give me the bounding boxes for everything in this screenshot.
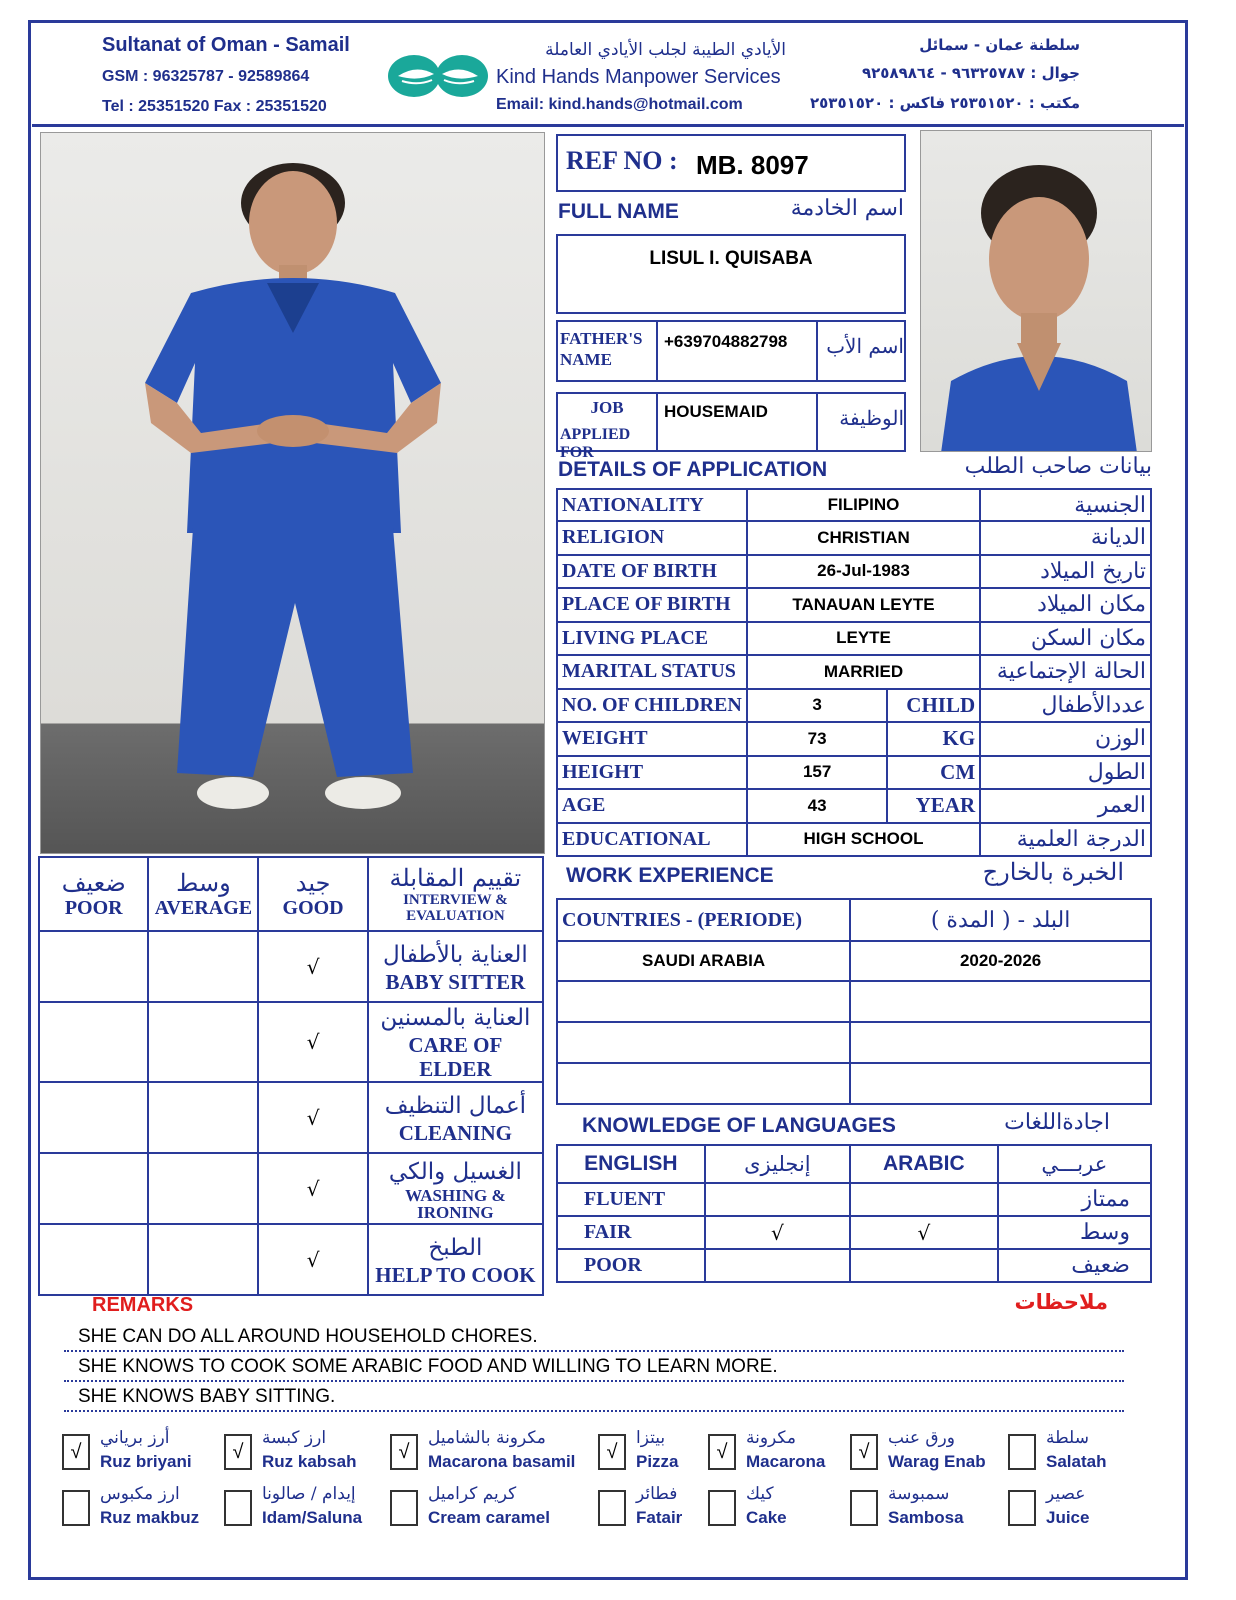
- food-checkbox[interactable]: √: [224, 1434, 252, 1470]
- details-row: [557, 489, 1151, 521]
- details-unit: KG: [887, 722, 980, 756]
- job-label-bottom: APPLIED FOR: [560, 426, 631, 461]
- arabic-level-check[interactable]: [850, 1183, 998, 1216]
- details-value: TANAUAN LEYTE: [747, 588, 980, 622]
- details-label: AGE: [557, 789, 747, 823]
- evaluation-table: [38, 856, 544, 1296]
- food-checkbox[interactable]: [1008, 1434, 1036, 1470]
- details-value: MARRIED: [747, 655, 980, 689]
- company-logo: [388, 54, 488, 98]
- food-name-en: Cake: [746, 1508, 787, 1527]
- full-name-label: FULL NAME: [558, 200, 679, 223]
- lang-english-header-ar: إنجليزى: [705, 1145, 850, 1183]
- ref-box: [556, 134, 906, 192]
- food-name-ar: سلطة: [1046, 1428, 1089, 1448]
- food-name-ar: بيتزا: [636, 1428, 666, 1448]
- rating-good[interactable]: √: [258, 1002, 367, 1082]
- details-value: 43: [747, 789, 888, 823]
- work-experience-row: [557, 1063, 1151, 1104]
- details-label: WEIGHT: [557, 722, 747, 756]
- work-experience-row: [557, 941, 1151, 981]
- food-name-ar: كريم كراميل: [428, 1484, 517, 1504]
- food-name-en: Pizza: [636, 1452, 679, 1471]
- company-email: Email: kind.hands@hotmail.com: [496, 96, 743, 113]
- english-level-check[interactable]: √: [705, 1216, 850, 1249]
- father-value: +639704882798: [664, 332, 788, 351]
- work-period: [850, 981, 1151, 1022]
- header-poor: ضعيف POOR: [39, 857, 148, 931]
- food-name-en: Warag Enab: [888, 1452, 986, 1471]
- lang-arabic-header: ARABIC: [850, 1145, 998, 1183]
- language-level: FLUENT: [557, 1183, 705, 1216]
- food-name-ar: أرز برياني: [100, 1428, 170, 1448]
- details-title: DETAILS OF APPLICATION: [558, 458, 828, 481]
- header-average: وسط AVERAGE: [148, 857, 258, 931]
- skill-label: الغسيل والكي WASHING & IRONING: [368, 1153, 543, 1224]
- food-name-ar: مكرونة بالشاميل: [428, 1428, 546, 1448]
- company-location-ar: سلطنة عمان - سمائل: [919, 36, 1080, 54]
- work-country: [557, 1022, 850, 1063]
- work-experience-table: [556, 898, 1152, 1105]
- rating-good[interactable]: √: [258, 931, 367, 1002]
- rating-good[interactable]: √: [258, 1153, 367, 1224]
- food-name-ar: عصير: [1046, 1484, 1086, 1504]
- details-row: [557, 588, 1151, 622]
- food-name-en: Ruz makbuz: [100, 1508, 200, 1527]
- details-label-ar: عددالأطفال: [980, 689, 1151, 723]
- work-col-period-ar: البلد - ( المدة ): [850, 899, 1151, 941]
- rating-poor[interactable]: [39, 1002, 148, 1082]
- food-checkbox[interactable]: [708, 1490, 736, 1526]
- rating-poor[interactable]: [39, 931, 148, 1002]
- details-row: [557, 756, 1151, 790]
- details-label: EDUCATIONAL: [557, 823, 747, 857]
- food-item: [390, 1484, 590, 1532]
- job-label-ar: الوظيفة: [839, 406, 904, 430]
- language-level-ar: ضعيف: [998, 1249, 1151, 1282]
- details-label-ar: مكان الميلاد: [980, 588, 1151, 622]
- full-name-value: LISUL I. QUISABA: [649, 248, 813, 269]
- evaluation-row: [39, 931, 543, 1002]
- food-checkbox[interactable]: √: [62, 1434, 90, 1470]
- food-name-ar: ارز مكبوس: [100, 1484, 180, 1504]
- details-value: HIGH SCHOOL: [747, 823, 980, 857]
- evaluation-header-row: [39, 857, 543, 931]
- evaluation-row: [39, 1002, 543, 1082]
- food-item: [390, 1428, 590, 1476]
- father-label-ar: اسم الأب: [826, 334, 904, 358]
- language-row: [557, 1216, 1151, 1249]
- food-checkbox[interactable]: [390, 1490, 418, 1526]
- work-period: [850, 1063, 1151, 1104]
- header-good: جيد GOOD: [258, 857, 367, 931]
- company-location-en: Sultanat of Oman - Samail: [102, 34, 350, 56]
- food-item: [1008, 1428, 1208, 1476]
- details-table: [556, 488, 1152, 857]
- food-checkbox[interactable]: [62, 1490, 90, 1526]
- english-level-check[interactable]: [705, 1249, 850, 1282]
- work-country: [557, 981, 850, 1022]
- food-checkbox[interactable]: √: [598, 1434, 626, 1470]
- languages-title: KNOWLEDGE OF LANGUAGES: [582, 1114, 896, 1137]
- evaluation-row: [39, 1224, 543, 1295]
- remark-line-2: SHE KNOWS TO COOK SOME ARABIC FOOD AND WILLING TO LEARN MORE.: [64, 1352, 1124, 1382]
- header-evaluation: تقييم المقابلة INTERVIEW & EVALUATION: [368, 857, 543, 931]
- work-experience-row: [557, 981, 1151, 1022]
- details-label-ar: العمر: [980, 789, 1151, 823]
- language-row: [557, 1249, 1151, 1282]
- food-name-ar: ارز كبسة: [262, 1428, 327, 1448]
- company-tel-en: Tel : 25351520 Fax : 25351520: [102, 98, 327, 115]
- details-label: RELIGION: [557, 521, 747, 555]
- details-value: 3: [747, 689, 888, 723]
- details-label: LIVING PLACE: [557, 622, 747, 656]
- job-label-top: JOB: [590, 398, 624, 417]
- details-label: MARITAL STATUS: [557, 655, 747, 689]
- food-name-en: Salatah: [1046, 1452, 1107, 1471]
- rating-average[interactable]: [148, 1002, 258, 1082]
- details-unit: YEAR: [887, 789, 980, 823]
- languages-table: [556, 1144, 1152, 1283]
- food-name-ar: سمبوسة: [888, 1484, 950, 1504]
- details-label-ar: تاريخ الميلاد: [980, 555, 1151, 589]
- language-level: FAIR: [557, 1216, 705, 1249]
- food-name-ar: إيدام / صالونا: [262, 1484, 356, 1504]
- evaluation-row: [39, 1082, 543, 1153]
- food-name-en: Cream caramel: [428, 1508, 550, 1527]
- work-col-countries: COUNTRIES - (PERIODE): [557, 899, 850, 941]
- company-gsm-ar: جوال : ٩٦٣٢٥٧٨٧ - ٩٢٥٨٩٨٦٤: [862, 64, 1080, 82]
- details-title-ar: بيانات صاحب الطلب: [964, 454, 1152, 479]
- work-experience-row: [557, 1022, 1151, 1063]
- remarks-title: REMARKS: [92, 1294, 194, 1316]
- food-checkbox[interactable]: [598, 1490, 626, 1526]
- skill-label: الطبخ HELP TO COOK: [368, 1224, 543, 1295]
- food-name-en: Sambosa: [888, 1508, 964, 1527]
- portrait-photo: [920, 130, 1152, 452]
- work-country: [557, 1063, 850, 1104]
- rating-average[interactable]: [148, 1082, 258, 1153]
- work-period: 2020-2026: [850, 941, 1151, 981]
- details-label: DATE OF BIRTH: [557, 555, 747, 589]
- remarks-title-ar: ملاحظات: [1014, 1290, 1108, 1314]
- language-level-ar: وسط: [998, 1216, 1151, 1249]
- details-unit: CHILD: [887, 689, 980, 723]
- details-value: FILIPINO: [747, 489, 980, 521]
- rating-average[interactable]: [148, 1153, 258, 1224]
- english-level-check[interactable]: [705, 1183, 850, 1216]
- ref-number: MB. 8097: [696, 150, 809, 180]
- details-row: [557, 555, 1151, 589]
- father-box: [556, 320, 906, 382]
- food-name-ar: مكرونة: [746, 1428, 796, 1448]
- work-country: SAUDI ARABIA: [557, 941, 850, 981]
- lang-arabic-header-ar: عربـــي: [998, 1145, 1151, 1183]
- rating-average[interactable]: [148, 931, 258, 1002]
- remark-line-1: SHE CAN DO ALL AROUND HOUSEHOLD CHORES.: [64, 1322, 1124, 1352]
- details-label: HEIGHT: [557, 756, 747, 790]
- details-row: [557, 622, 1151, 656]
- food-checkbox[interactable]: √: [850, 1434, 878, 1470]
- ref-label: REF NO :: [566, 146, 678, 175]
- details-label-ar: الجنسية: [980, 489, 1151, 521]
- food-checkbox[interactable]: √: [708, 1434, 736, 1470]
- details-row: [557, 789, 1151, 823]
- food-checkbox[interactable]: [1008, 1490, 1036, 1526]
- company-gsm-en: GSM : 96325787 - 92589864: [102, 68, 310, 85]
- details-row: [557, 655, 1151, 689]
- evaluation-row: [39, 1153, 543, 1224]
- language-row: [557, 1183, 1151, 1216]
- details-label-ar: الديانة: [980, 521, 1151, 555]
- details-label-ar: الدرجة العلمية: [980, 823, 1151, 857]
- company-tel-ar: مكتب : ٢٥٣٥١٥٢٠ فاكس : ٢٥٣٥١٥٢٠: [809, 94, 1080, 112]
- food-name-en: Idam/Saluna: [262, 1508, 363, 1527]
- food-name-en: Macarona: [746, 1452, 826, 1471]
- rating-poor[interactable]: [39, 1224, 148, 1295]
- details-row: [557, 689, 1151, 723]
- skill-label: أعمال التنظيف CLEANING: [368, 1082, 543, 1153]
- food-name-en: Juice: [1046, 1508, 1090, 1527]
- food-name-ar: ورق عنب: [888, 1428, 955, 1448]
- rating-poor[interactable]: [39, 1082, 148, 1153]
- food-checkbox[interactable]: [850, 1490, 878, 1526]
- food-name-ar: كيك: [746, 1484, 774, 1504]
- company-name-ar: الأيادي الطيبة لجلب الأيادي العاملة: [545, 40, 786, 60]
- remark-line-3: SHE KNOWS BABY SITTING.: [64, 1382, 1124, 1412]
- details-label: NATIONALITY: [557, 489, 747, 521]
- language-level: POOR: [557, 1249, 705, 1282]
- job-box: [556, 392, 906, 461]
- details-label-ar: الوزن: [980, 722, 1151, 756]
- food-checkbox[interactable]: √: [390, 1434, 418, 1470]
- details-value: CHRISTIAN: [747, 521, 980, 555]
- details-value: LEYTE: [747, 622, 980, 656]
- header-divider: [32, 124, 1184, 127]
- food-checkbox[interactable]: [224, 1490, 252, 1526]
- details-label-ar: الحالة الإجتماعية: [980, 655, 1151, 689]
- food-name-en: Fatair: [636, 1508, 683, 1527]
- full-body-photo: [40, 132, 545, 854]
- details-row: [557, 521, 1151, 555]
- rating-good[interactable]: √: [258, 1224, 367, 1295]
- food-item: [1008, 1484, 1208, 1532]
- food-name-ar: فطائر: [636, 1484, 678, 1504]
- work-experience-title-ar: الخبرة بالخارج: [982, 858, 1124, 886]
- details-unit: CM: [887, 756, 980, 790]
- rating-average[interactable]: [148, 1224, 258, 1295]
- details-value: 26-Jul-1983: [747, 555, 980, 589]
- languages-title-ar: اجادةاللغات: [1004, 1110, 1110, 1135]
- full-name-label-ar: اسم الخادمة: [790, 196, 904, 221]
- skill-label: العناية بالأطفال BABY SITTER: [368, 931, 543, 1002]
- details-label-ar: الطول: [980, 756, 1151, 790]
- skill-label: العناية بالمسنين CARE OF ELDER: [368, 1002, 543, 1082]
- details-row: [557, 722, 1151, 756]
- arabic-level-check[interactable]: [850, 1249, 998, 1282]
- food-name-en: Ruz briyani: [100, 1452, 192, 1471]
- details-row: [557, 823, 1151, 857]
- work-period: [850, 1022, 1151, 1063]
- food-name-en: Ruz kabsah: [262, 1452, 357, 1471]
- full-name-box: [556, 234, 906, 314]
- details-label-ar: مكان السكن: [980, 622, 1151, 656]
- job-value: HOUSEMAID: [664, 402, 768, 421]
- lang-english-header: ENGLISH: [557, 1145, 705, 1183]
- details-label: PLACE OF BIRTH: [557, 588, 747, 622]
- rating-good[interactable]: √: [258, 1082, 367, 1153]
- rating-poor[interactable]: [39, 1153, 148, 1224]
- company-name-en: Kind Hands Manpower Services: [496, 66, 781, 88]
- language-level-ar: ممتاز: [998, 1183, 1151, 1216]
- work-experience-title: WORK EXPERIENCE: [566, 864, 774, 887]
- father-label: FATHER'S NAME: [560, 329, 643, 369]
- arabic-level-check[interactable]: √: [850, 1216, 998, 1249]
- details-label: NO. OF CHILDREN: [557, 689, 747, 723]
- details-value: 73: [747, 722, 888, 756]
- details-value: 157: [747, 756, 888, 790]
- food-name-en: Macarona basamil: [428, 1452, 576, 1471]
